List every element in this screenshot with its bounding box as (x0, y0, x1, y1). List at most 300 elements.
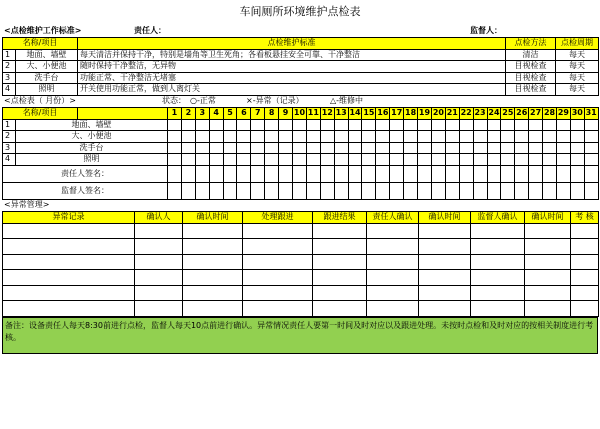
signature-cell[interactable] (556, 182, 570, 199)
abnormal-cell[interactable] (243, 223, 313, 239)
check-cell[interactable] (445, 119, 459, 131)
signature-cell[interactable] (515, 165, 529, 182)
col-name: 名称/项目 (3, 108, 78, 120)
abnormal-cell[interactable] (571, 270, 599, 286)
abnormal-cell[interactable] (419, 270, 471, 286)
check-cell[interactable] (445, 131, 459, 143)
abnormal-cell[interactable] (419, 223, 471, 239)
abnormal-cell[interactable] (135, 270, 183, 286)
item-name: 地面、墙壁 (16, 119, 168, 131)
check-cell[interactable] (473, 119, 487, 131)
check-cell[interactable] (515, 131, 529, 143)
check-cell[interactable] (418, 142, 432, 154)
check-cell[interactable] (181, 119, 195, 131)
check-cell[interactable] (168, 142, 182, 154)
signature-cell[interactable] (529, 182, 543, 199)
abnormal-cell[interactable] (419, 301, 471, 317)
check-cell[interactable] (431, 119, 445, 131)
check-cell[interactable] (209, 131, 223, 143)
day-header: 15 (363, 108, 375, 118)
item-standard: 功能正常、干净整洁无堵塞 (78, 72, 506, 84)
abnormal-cell[interactable] (313, 270, 367, 286)
signature-cell[interactable] (570, 182, 584, 199)
signature-cell[interactable] (181, 165, 195, 182)
check-cell[interactable] (223, 131, 237, 143)
check-cell[interactable] (487, 119, 501, 131)
signature-cell[interactable] (293, 165, 307, 182)
item-method: 目视检查 (506, 84, 556, 96)
check-cell[interactable] (390, 154, 404, 166)
abnormal-cell[interactable] (367, 270, 419, 286)
check-cell[interactable] (362, 119, 376, 131)
check-cell[interactable] (320, 131, 334, 143)
check-cell[interactable] (501, 142, 515, 154)
signature-cell[interactable] (487, 182, 501, 199)
check-cell[interactable] (181, 131, 195, 143)
abnormal-cell[interactable] (135, 254, 183, 270)
signature-cell[interactable] (473, 165, 487, 182)
check-cell[interactable] (223, 154, 237, 166)
check-cell[interactable] (279, 119, 293, 131)
check-cell[interactable] (334, 154, 348, 166)
day-header: 29 (557, 108, 569, 118)
item-name: 大、小便池 (16, 61, 78, 73)
check-cell[interactable] (195, 142, 209, 154)
check-cell[interactable] (487, 142, 501, 154)
item-standard: 随时保持干净整洁，无异物 (78, 61, 506, 73)
abnormal-cell[interactable] (367, 285, 419, 301)
abnormal-cell[interactable] (419, 239, 471, 255)
check-cell[interactable] (251, 154, 265, 166)
table-row (3, 49, 599, 61)
check-cell[interactable] (529, 119, 543, 131)
abnormal-cell[interactable] (571, 301, 599, 317)
check-cell[interactable] (279, 131, 293, 143)
signature-cell[interactable] (445, 182, 459, 199)
check-cell[interactable] (306, 142, 320, 154)
check-cell[interactable] (168, 119, 182, 131)
signature-cell[interactable] (473, 182, 487, 199)
signature-cell[interactable] (320, 182, 334, 199)
check-cell[interactable] (459, 119, 473, 131)
item-method: 目视检查 (506, 61, 556, 73)
check-cell[interactable] (320, 154, 334, 166)
day-header: 8 (265, 108, 279, 120)
abnormal-cell[interactable] (471, 239, 525, 255)
check-cell[interactable] (418, 131, 432, 143)
abnormal-cell[interactable] (243, 285, 313, 301)
check-cell[interactable] (543, 119, 557, 131)
abnormal-cell[interactable] (525, 223, 571, 239)
abnormal-cell[interactable] (183, 270, 243, 286)
check-cell[interactable] (529, 142, 543, 154)
check-cell[interactable] (390, 131, 404, 143)
day-header: 14 (349, 108, 361, 118)
abnormal-cell[interactable] (313, 239, 367, 255)
col-supervisor-confirm: 监督人确认 (471, 212, 525, 224)
item-name: 洗手台 (16, 72, 78, 84)
check-cell[interactable] (265, 142, 279, 154)
signature-cell[interactable] (543, 182, 557, 199)
check-cell[interactable] (209, 142, 223, 154)
abnormal-cell[interactable] (183, 239, 243, 255)
check-cell[interactable] (459, 131, 473, 143)
check-cell[interactable] (501, 154, 515, 166)
check-cell[interactable] (348, 142, 362, 154)
abnormal-cell[interactable] (135, 301, 183, 317)
check-cell[interactable] (195, 131, 209, 143)
check-cell[interactable] (390, 142, 404, 154)
check-cell[interactable] (362, 131, 376, 143)
check-cell[interactable] (223, 119, 237, 131)
check-cell[interactable] (251, 131, 265, 143)
signature-cell[interactable] (459, 182, 473, 199)
abnormal-row (3, 254, 599, 270)
abnormal-cell[interactable] (243, 254, 313, 270)
check-cell[interactable] (543, 142, 557, 154)
check-cell[interactable] (404, 154, 418, 166)
check-cell[interactable] (431, 131, 445, 143)
signature-cell[interactable] (168, 165, 182, 182)
check-cell[interactable] (445, 154, 459, 166)
check-cell[interactable] (473, 131, 487, 143)
abnormal-cell[interactable] (571, 239, 599, 255)
check-cell[interactable] (584, 142, 598, 154)
check-cell[interactable] (265, 131, 279, 143)
item-method: 目视检查 (506, 72, 556, 84)
signature-cell[interactable] (223, 165, 237, 182)
check-cell[interactable] (431, 154, 445, 166)
signature-cell[interactable] (293, 182, 307, 199)
check-cell[interactable] (445, 142, 459, 154)
check-cell[interactable] (473, 154, 487, 166)
day-header: 7 (251, 108, 265, 120)
day-header: 2 (181, 108, 195, 120)
signature-cell[interactable] (515, 182, 529, 199)
abnormal-cell[interactable] (571, 223, 599, 239)
signature-cell[interactable] (570, 165, 584, 182)
item-name: 照明 (16, 84, 78, 96)
abnormal-cell[interactable] (367, 301, 419, 317)
day-header: 4 (209, 108, 223, 120)
check-cell[interactable] (237, 119, 251, 131)
col-standard: 点检维护标准 (78, 38, 506, 50)
abnormal-cell[interactable] (471, 285, 525, 301)
check-cell[interactable] (279, 154, 293, 166)
check-cell[interactable] (418, 154, 432, 166)
signature-cell[interactable] (362, 182, 376, 199)
signature-cell[interactable] (320, 165, 334, 182)
check-cell[interactable] (181, 154, 195, 166)
check-cell[interactable] (334, 131, 348, 143)
check-cell[interactable] (570, 119, 584, 131)
signature-cell[interactable] (279, 165, 293, 182)
check-cell[interactable] (376, 119, 390, 131)
signature-cell[interactable] (556, 165, 570, 182)
abnormal-cell[interactable] (419, 285, 471, 301)
check-cell[interactable] (584, 131, 598, 143)
check-cell[interactable] (195, 154, 209, 166)
item-cycle: 每天 (556, 72, 599, 84)
signature-cell[interactable] (529, 165, 543, 182)
signature-cell[interactable] (209, 182, 223, 199)
check-cell[interactable] (473, 142, 487, 154)
abnormal-table-header (3, 212, 599, 224)
signature-cell[interactable] (265, 165, 279, 182)
check-cell[interactable] (209, 119, 223, 131)
abnormal-cell[interactable] (471, 270, 525, 286)
abnormal-cell[interactable] (471, 223, 525, 239)
check-cell[interactable] (570, 154, 584, 166)
check-cell[interactable] (320, 119, 334, 131)
status-label: 状态： (162, 96, 186, 106)
signature-cell[interactable] (348, 165, 362, 182)
check-cell[interactable] (181, 142, 195, 154)
abnormal-cell[interactable] (243, 270, 313, 286)
check-cell[interactable] (209, 154, 223, 166)
item-name: 照明 (16, 154, 168, 166)
signature-cell[interactable] (348, 182, 362, 199)
signature-cell[interactable] (459, 165, 473, 182)
check-cell[interactable] (279, 142, 293, 154)
check-cell[interactable] (306, 119, 320, 131)
signature-cell[interactable] (362, 165, 376, 182)
check-cell[interactable] (265, 119, 279, 131)
check-cell[interactable] (237, 131, 251, 143)
check-cell[interactable] (543, 154, 557, 166)
day-header: 21 (446, 108, 458, 118)
check-cell[interactable] (556, 131, 570, 143)
signature-cell[interactable] (487, 165, 501, 182)
abnormal-cell[interactable] (243, 301, 313, 317)
abnormal-cell[interactable] (3, 239, 135, 255)
signature-cell[interactable] (418, 182, 432, 199)
check-cell[interactable] (348, 131, 362, 143)
check-cell[interactable] (168, 131, 182, 143)
signature-cell[interactable] (306, 165, 320, 182)
signature-cell[interactable] (584, 165, 598, 182)
signature-cell[interactable] (223, 182, 237, 199)
check-cell[interactable] (404, 131, 418, 143)
abnormal-cell[interactable] (571, 254, 599, 270)
signature-cell[interactable] (181, 182, 195, 199)
check-cell[interactable] (459, 154, 473, 166)
col-cycle: 点检周期 (556, 38, 599, 50)
signature-cell[interactable] (404, 182, 418, 199)
abnormal-cell[interactable] (367, 223, 419, 239)
abnormal-cell[interactable] (571, 285, 599, 301)
signature-cell[interactable] (445, 165, 459, 182)
check-cell[interactable] (334, 119, 348, 131)
day-header: 13 (335, 108, 347, 118)
check-cell[interactable] (487, 131, 501, 143)
abnormal-cell[interactable] (183, 223, 243, 239)
abnormal-cell[interactable] (525, 239, 571, 255)
section-standard-label: <点检维护工作标准> (4, 25, 82, 35)
abnormal-row (3, 285, 599, 301)
abnormal-cell[interactable] (471, 301, 525, 317)
signature-cell[interactable] (251, 182, 265, 199)
check-cell[interactable] (265, 154, 279, 166)
status-ok: ○-正常 (190, 96, 216, 106)
check-cell[interactable] (362, 154, 376, 166)
abnormal-cell[interactable] (3, 223, 135, 239)
day-header: 18 (405, 108, 417, 118)
signature-cell[interactable] (390, 165, 404, 182)
col-method: 点检方法 (506, 38, 556, 50)
abnormal-cell[interactable] (3, 270, 135, 286)
abnormal-cell[interactable] (525, 301, 571, 317)
signature-cell[interactable] (334, 182, 348, 199)
check-cell[interactable] (570, 142, 584, 154)
check-cell[interactable] (348, 119, 362, 131)
day-header: 26 (516, 108, 528, 118)
abnormal-cell[interactable] (525, 270, 571, 286)
day-header: 22 (460, 108, 472, 118)
abnormal-cell[interactable] (367, 239, 419, 255)
check-cell[interactable] (501, 119, 515, 131)
signature-cell[interactable] (543, 165, 557, 182)
signature-cell[interactable] (404, 165, 418, 182)
col-record: 异常记录 (3, 212, 135, 224)
day-header: 17 (391, 108, 403, 118)
check-cell[interactable] (237, 154, 251, 166)
signature-cell[interactable] (376, 165, 390, 182)
abnormal-cell[interactable] (183, 285, 243, 301)
abnormal-cell[interactable] (471, 254, 525, 270)
signature-cell[interactable] (431, 165, 445, 182)
abnormal-cell[interactable] (313, 254, 367, 270)
check-cell[interactable] (320, 142, 334, 154)
abnormal-cell[interactable] (313, 301, 367, 317)
check-cell[interactable] (390, 119, 404, 131)
abnormal-row (3, 239, 599, 255)
signature-cell[interactable] (279, 182, 293, 199)
signature-cell[interactable] (584, 182, 598, 199)
check-cell[interactable] (543, 131, 557, 143)
supervisor-signature-row (3, 182, 599, 199)
check-cell[interactable] (293, 119, 307, 131)
check-cell[interactable] (556, 142, 570, 154)
signature-cell[interactable] (306, 182, 320, 199)
table-row (3, 119, 599, 131)
item-name: 地面、墙壁 (16, 49, 78, 61)
abnormal-table (2, 211, 599, 317)
check-cell[interactable] (501, 131, 515, 143)
abnormal-cell[interactable] (3, 301, 135, 317)
day-header: 28 (543, 108, 556, 118)
check-cell[interactable] (376, 131, 390, 143)
check-cell[interactable] (195, 119, 209, 131)
check-cell[interactable] (459, 142, 473, 154)
abnormal-cell[interactable] (135, 239, 183, 255)
signature-cell[interactable] (237, 182, 251, 199)
signature-cell[interactable] (237, 165, 251, 182)
signature-cell[interactable] (431, 182, 445, 199)
abnormal-cell[interactable] (135, 285, 183, 301)
check-cell[interactable] (515, 119, 529, 131)
check-cell[interactable] (515, 142, 529, 154)
signature-cell[interactable] (195, 165, 209, 182)
check-cell[interactable] (570, 131, 584, 143)
check-cell[interactable] (376, 142, 390, 154)
check-cell[interactable] (418, 119, 432, 131)
check-cell[interactable] (223, 142, 237, 154)
signature-cell[interactable] (265, 182, 279, 199)
check-cell[interactable] (237, 142, 251, 154)
abnormal-cell[interactable] (367, 254, 419, 270)
abnormal-label: <异常管理> (4, 200, 50, 210)
signature-cell[interactable] (209, 165, 223, 182)
abnormal-cell[interactable] (183, 254, 243, 270)
check-cell[interactable] (584, 154, 598, 166)
row-number: 4 (3, 84, 16, 96)
table-row (3, 84, 599, 96)
abnormal-cell[interactable] (3, 254, 135, 270)
check-cell[interactable] (334, 142, 348, 154)
check-cell[interactable] (376, 154, 390, 166)
check-cell[interactable] (556, 119, 570, 131)
abnormal-cell[interactable] (525, 285, 571, 301)
row-number: 1 (3, 49, 16, 61)
signature-cell[interactable] (501, 165, 515, 182)
check-cell[interactable] (293, 131, 307, 143)
abnormal-cell[interactable] (135, 223, 183, 239)
day-header: 1 (168, 108, 182, 120)
signature-cell[interactable] (195, 182, 209, 199)
check-cell[interactable] (431, 142, 445, 154)
abnormal-cell[interactable] (3, 285, 135, 301)
signature-cell[interactable] (501, 182, 515, 199)
check-cell[interactable] (584, 119, 598, 131)
signature-cell[interactable] (390, 182, 404, 199)
check-cell[interactable] (348, 154, 362, 166)
abnormal-cell[interactable] (419, 254, 471, 270)
check-cell[interactable] (404, 119, 418, 131)
check-cell[interactable] (529, 154, 543, 166)
signature-cell[interactable] (418, 165, 432, 182)
abnormal-cell[interactable] (313, 285, 367, 301)
check-cell[interactable] (529, 131, 543, 143)
check-cell[interactable] (306, 154, 320, 166)
signature-cell[interactable] (334, 165, 348, 182)
item-cycle: 每天 (556, 49, 599, 61)
col-confirm-time-3: 确认时间 (525, 212, 571, 224)
check-cell[interactable] (293, 142, 307, 154)
check-cell[interactable] (251, 119, 265, 131)
check-cell[interactable] (168, 154, 182, 166)
checklist-header (2, 96, 598, 108)
check-cell[interactable] (404, 142, 418, 154)
signature-label: 责任人签名： (3, 165, 168, 182)
check-cell[interactable] (362, 142, 376, 154)
signature-cell[interactable] (168, 182, 182, 199)
signature-cell[interactable] (251, 165, 265, 182)
abnormal-cell[interactable] (525, 254, 571, 270)
check-cell[interactable] (306, 131, 320, 143)
check-cell[interactable] (515, 154, 529, 166)
abnormal-cell[interactable] (183, 301, 243, 317)
check-cell[interactable] (556, 154, 570, 166)
col-confirmer: 确认人 (135, 212, 183, 224)
check-cell[interactable] (251, 142, 265, 154)
abnormal-row (3, 223, 599, 239)
check-cell[interactable] (293, 154, 307, 166)
abnormal-cell[interactable] (243, 239, 313, 255)
signature-cell[interactable] (376, 182, 390, 199)
abnormal-cell[interactable] (313, 223, 367, 239)
check-cell[interactable] (487, 154, 501, 166)
